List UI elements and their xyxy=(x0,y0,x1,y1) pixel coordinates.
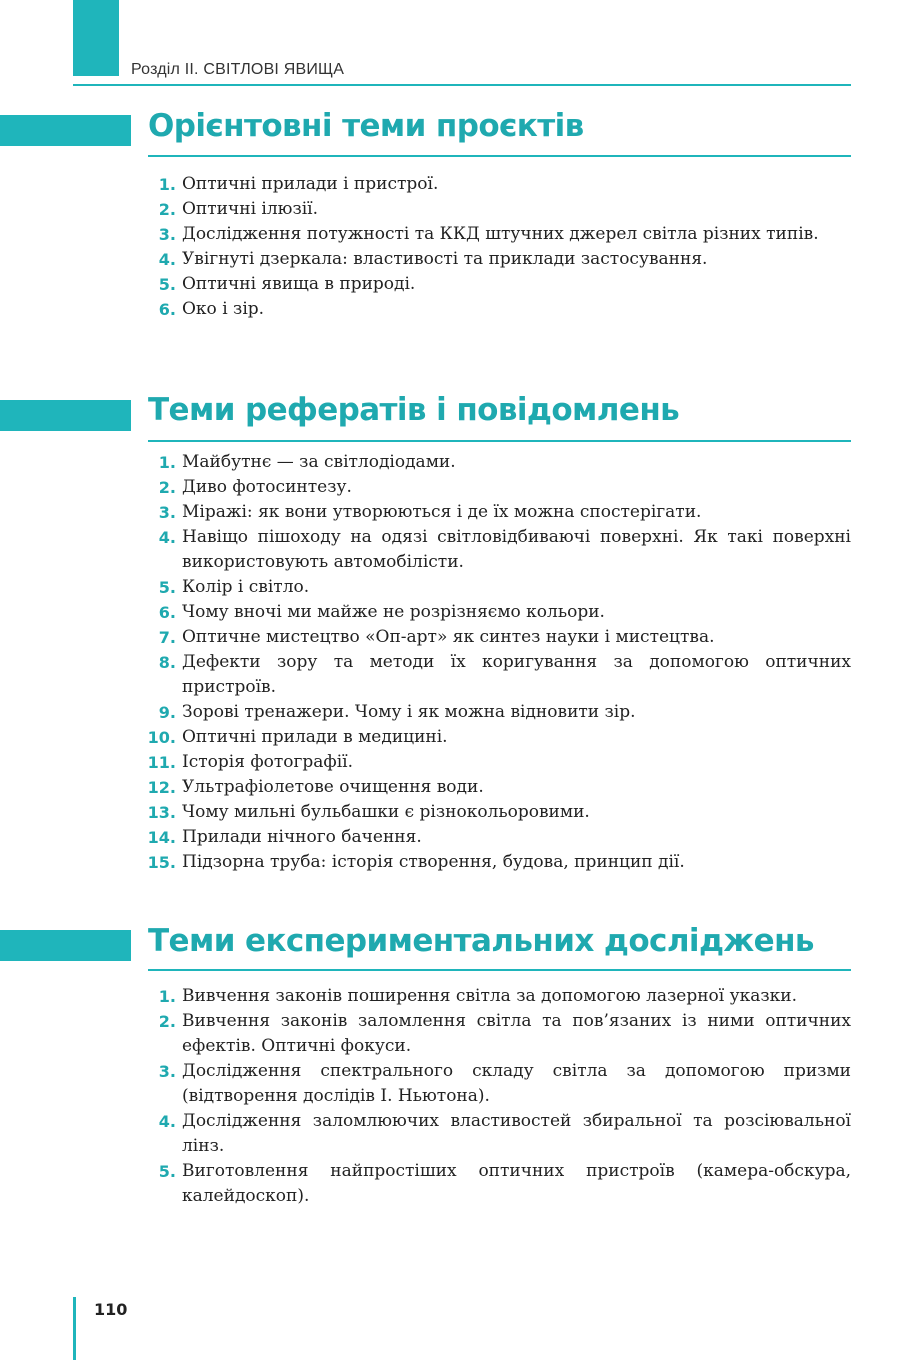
list-item xyxy=(140,222,851,247)
item-number: 2. xyxy=(158,200,176,219)
item-number: 2. xyxy=(158,1012,176,1031)
section-3-title: Теми експериментальних досліджень xyxy=(148,923,814,959)
list-item xyxy=(140,1159,851,1209)
list-item xyxy=(140,984,851,1009)
list-item xyxy=(140,775,851,800)
item-number: 3. xyxy=(158,225,176,244)
section-3-rule xyxy=(148,969,851,971)
item-text: Увігнуті дзеркала: властивості та приклади застосування. xyxy=(182,249,708,269)
item-text: Оптичні явища в природі. xyxy=(182,274,416,294)
section-2-bar xyxy=(0,400,131,431)
item-text: Чому мильні бульбашки є різнокольоровими. xyxy=(182,802,590,822)
list-item xyxy=(140,525,851,575)
list-item xyxy=(140,475,851,500)
footer-margin-line xyxy=(73,1297,76,1360)
item-text: Прилади нічного бачення. xyxy=(182,827,422,847)
list-item xyxy=(140,825,851,850)
item-number: 8. xyxy=(158,653,176,672)
section-3-bar xyxy=(0,930,131,961)
item-text: Оптичне мистецтво «Оп-арт» як синтез науки і мистецтва. xyxy=(182,627,715,647)
item-number: 4. xyxy=(158,528,176,547)
item-text: Дослідження спектрального складу світла за допомогою призми (відтворення дослідів І. Ньютона). xyxy=(182,1061,851,1106)
item-number: 7. xyxy=(158,628,176,647)
section-1-rule xyxy=(148,155,851,157)
item-text: Зорові тренажери. Чому і як можна відновити зір. xyxy=(182,702,636,722)
section-1-list xyxy=(140,172,851,322)
list-item xyxy=(140,700,851,725)
item-text: Оптичні прилади і пристрої. xyxy=(182,174,439,194)
section-1-bar xyxy=(0,115,131,146)
item-number: 5. xyxy=(158,578,176,597)
list-item xyxy=(140,450,851,475)
item-number: 6. xyxy=(158,300,176,319)
list-item xyxy=(140,625,851,650)
list-item xyxy=(140,750,851,775)
item-number: 11. xyxy=(147,753,176,772)
header-rule xyxy=(73,84,851,86)
item-text: Історія фотографії. xyxy=(182,752,354,772)
item-number: 15. xyxy=(147,853,176,872)
list-item xyxy=(140,650,851,700)
item-text: Підзорна труба: історія створення, будова, принцип дії. xyxy=(182,852,685,872)
item-number: 13. xyxy=(147,803,176,822)
list-item xyxy=(140,1059,851,1109)
section-2-title: Теми рефератів і повідомлень xyxy=(148,392,680,428)
section-2-list xyxy=(140,450,851,875)
item-number: 14. xyxy=(147,828,176,847)
item-number: 3. xyxy=(158,1062,176,1081)
item-number: 6. xyxy=(158,603,176,622)
item-text: Колір і світло. xyxy=(182,577,310,597)
item-text: Ультрафіолетове очищення води. xyxy=(182,777,484,797)
list-item xyxy=(140,1009,851,1059)
item-number: 2. xyxy=(158,478,176,497)
list-item xyxy=(140,1109,851,1159)
item-text: Навіщо пішоходу на одязі світловідбиваючі поверхні. Як такі поверхні використовують автомобілісти. xyxy=(182,527,851,572)
list-item xyxy=(140,575,851,600)
item-text: Диво фотосинтезу. xyxy=(182,477,352,497)
list-item xyxy=(140,247,851,272)
item-number: 10. xyxy=(147,728,176,747)
item-number: 9. xyxy=(158,703,176,722)
item-text: Майбутнє — за світлодіодами. xyxy=(182,452,456,472)
list-item xyxy=(140,600,851,625)
list-item xyxy=(140,172,851,197)
item-number: 12. xyxy=(147,778,176,797)
list-item xyxy=(140,197,851,222)
section-2-rule xyxy=(148,440,851,442)
item-number: 4. xyxy=(158,1112,176,1131)
item-text: Чому вночі ми майже не розрізняємо кольори. xyxy=(182,602,605,622)
item-text: Око і зір. xyxy=(182,299,265,319)
section-3-list xyxy=(140,984,851,1209)
list-item xyxy=(140,500,851,525)
item-text: Оптичні прилади в медицині. xyxy=(182,727,448,747)
item-number: 5. xyxy=(158,1162,176,1181)
item-number: 4. xyxy=(158,250,176,269)
item-text: Дефекти зору та методи їх коригування за допомогою оптичних пристроїв. xyxy=(182,652,851,697)
list-item xyxy=(140,800,851,825)
list-item xyxy=(140,725,851,750)
section-1-title: Орієнтовні теми проєктів xyxy=(148,108,584,144)
item-number: 1. xyxy=(158,987,176,1006)
item-text: Дослідження заломлюючих властивостей збиральної та розсіювальної лінз. xyxy=(182,1111,851,1156)
item-text: Виготовлення найпростіших оптичних пристроїв (камера-обскура, калейдоскоп). xyxy=(182,1161,851,1206)
list-item xyxy=(140,297,851,322)
list-item xyxy=(140,272,851,297)
item-text: Вивчення законів поширення світла за допомогою лазерної указки. xyxy=(182,986,798,1006)
header-color-tab xyxy=(73,0,119,76)
item-text: Вивчення законів заломлення світла та пов’язаних із ними оптичних ефектів. Оптичні фокуси. xyxy=(182,1011,851,1056)
item-number: 3. xyxy=(158,503,176,522)
item-text: Міражі: як вони утворюються і де їх можна спостерігати. xyxy=(182,502,702,522)
list-item xyxy=(140,850,851,875)
item-text: Оптичні ілюзії. xyxy=(182,199,318,219)
chapter-title: Розділ ІІ. СВІТЛОВІ ЯВИЩА xyxy=(131,61,345,78)
item-number: 5. xyxy=(158,275,176,294)
item-number: 1. xyxy=(158,453,176,472)
item-text: Дослідження потужності та ККД штучних джерел світла різних типів. xyxy=(182,224,819,244)
item-number: 1. xyxy=(158,175,176,194)
page-number: 110 xyxy=(94,1300,128,1319)
